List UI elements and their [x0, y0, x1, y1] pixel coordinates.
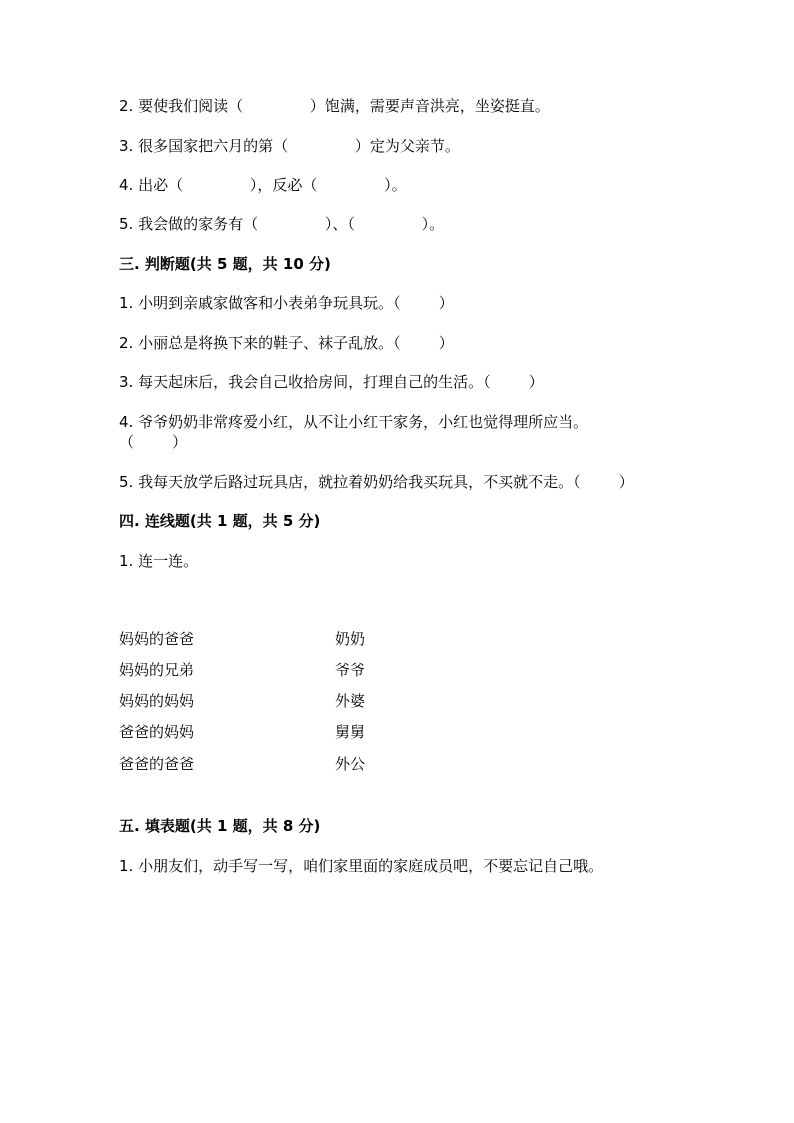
- matching-question: 1. 连一连。: [119, 552, 199, 570]
- matching-right-item: 外婆: [335, 692, 366, 710]
- judgement-item: 3. 每天起床后，我会自己收拾房间，打理自己的生活。（ ）: [119, 373, 544, 391]
- matching-left-item: 爸爸的爸爸: [119, 755, 195, 773]
- fill-blank-item: 4. 出必（ ），反必（ ）。: [119, 176, 407, 194]
- fill-table-question: 1. 小朋友们，动手写一写，咱们家里面的家庭成员吧，不要忘记自己哦。: [119, 857, 604, 875]
- matching-left-item: 妈妈的妈妈: [119, 692, 195, 710]
- matching-left-item: 爸爸的妈妈: [119, 723, 195, 741]
- matching-right-item: 爷爷: [335, 661, 366, 679]
- matching-right-item: 奶奶: [335, 630, 366, 648]
- judgement-item: 2. 小丽总是将换下来的鞋子、袜子乱放。（ ）: [119, 334, 454, 352]
- matching-left-item: 妈妈的爸爸: [119, 630, 195, 648]
- fill-blank-item: 3. 很多国家把六月的第（ ）定为父亲节。: [119, 137, 460, 155]
- fill-blank-item: 5. 我会做的家务有（ ）、（ ）。: [119, 215, 445, 233]
- section-heading-fill-table: 五. 填表题(共 1 题，共 8 分): [119, 817, 321, 835]
- section-heading-matching: 四. 连线题(共 1 题，共 5 分): [119, 512, 321, 530]
- matching-right-item: 舅舅: [335, 723, 366, 741]
- matching-left-item: 妈妈的兄弟: [119, 661, 195, 679]
- judgement-item-answer: （ ）: [119, 433, 188, 451]
- matching-right-item: 外公: [335, 755, 366, 773]
- judgement-item: 1. 小明到亲戚家做客和小表弟争玩具玩。（ ）: [119, 294, 454, 312]
- judgement-item: 5. 我每天放学后路过玩具店，就拉着奶奶给我买玩具，不买就不走。（ ）: [119, 473, 634, 491]
- fill-blank-item: 2. 要使我们阅读（ ）饱满，需要声音洪亮，坐姿挺直。: [119, 97, 550, 115]
- section-heading-judgement: 三. 判断题(共 5 题，共 10 分): [119, 255, 331, 273]
- judgement-item: 4. 爷爷奶奶非常疼爱小红，从不让小红干家务，小红也觉得理所应当。: [119, 413, 589, 431]
